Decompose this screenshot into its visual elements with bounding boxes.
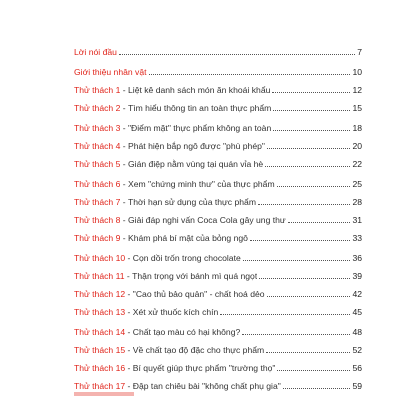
dot-leader [149,73,351,75]
toc-entry-label: Giới thiệu nhân vật [74,67,147,77]
toc-entry-title: Giải đáp nghi vấn Coca Cola gây ung thư [128,215,286,225]
toc-page-number: 10 [352,67,362,77]
toc-entry-title: Đập tan chiêu bài "không chất phụ gia" [132,381,281,391]
toc-separator: - [120,233,128,243]
toc-page-number: 56 [352,363,362,373]
toc-entry-label: Thử thách 11 [74,271,125,281]
toc-entry-label: Thử thách 16 [74,363,126,373]
toc-entry-challenge-12[interactable] [74,286,362,300]
toc-entry-label: Thử thách 5 [74,159,121,169]
toc-entry-label: Thử thách 17 [74,381,126,391]
toc-separator: - [120,103,128,113]
toc-entry-challenge-15[interactable] [74,342,362,356]
toc-separator: - [120,85,128,95]
toc-entry-label: Thử thách 7 [74,197,121,207]
toc-entry-label: Thử thách 12 [74,289,126,299]
toc-entry-challenge-6[interactable] [74,176,362,190]
dot-leader [258,203,350,205]
toc-entry-challenge-8[interactable] [74,212,362,226]
dot-leader [288,221,351,223]
toc-separator: - [120,141,128,151]
toc-entry-title: Xem "chứng minh thư" của thực phẩm [128,179,275,189]
toc-page-number: 31 [352,215,362,225]
toc-entry-challenge-3[interactable] [74,120,362,134]
toc-page-number: 48 [352,327,362,337]
toc-separator: - [125,327,133,337]
toc-entry-title: Phát hiện bắp ngô được "phù phép" [128,141,265,151]
dot-leader [242,333,350,335]
toc-page-number: 28 [352,197,362,207]
toc-entry-challenge-1[interactable] [74,82,362,96]
toc-entry-challenge-10[interactable] [74,250,362,264]
toc-entry-title: Gián điệp nằm vùng tại quán vỉa hè [128,159,264,169]
toc-entry-title: Tìm hiểu thông tin an toàn thực phẩm [128,103,272,113]
toc-entry-challenge-7[interactable] [74,194,362,208]
toc-entry-label: Thử thách 8 [74,215,121,225]
toc-entry-label: Thử thách 13 [74,307,126,317]
dot-leader [265,165,350,167]
toc-page-number: 42 [352,289,362,299]
toc-entry-title: Liệt kê danh sách món ăn khoái khẩu [128,85,271,95]
dot-leader [273,129,350,131]
toc-entry-label: Thử thách 10 [74,253,126,263]
toc-entry-challenge-2[interactable] [74,100,362,114]
dot-leader [267,295,351,297]
toc-entry-challenge-16[interactable] [74,360,362,374]
toc-entry-title: "Cao thủ bảo quản" - chất hoá dẻo [132,289,265,299]
toc-separator: - [125,363,133,373]
dot-leader [220,313,350,315]
toc-entry-title: Khám phá bí mật của bỏng ngô [128,233,248,243]
dot-leader [259,277,350,279]
toc-entry-label: Thử thách 6 [74,179,121,189]
toc-entry-title: Về chất tạo độ đặc cho thực phẩm [132,345,265,355]
toc-page-number: 25 [352,179,362,189]
toc-separator: - [120,123,128,133]
toc-page-number: 52 [352,345,362,355]
toc-entry-title: Bí quyết giúp thực phẩm "trường thọ" [132,363,276,373]
dot-leader [243,259,351,261]
toc-entry-challenge-11[interactable] [74,268,362,282]
toc-entry-label: Thử thách 3 [74,123,121,133]
toc-separator: - [125,381,133,391]
toc-separator: - [120,197,128,207]
toc-entry-challenge-9[interactable] [74,230,362,244]
toc-entry-label: Lời nói đầu [74,47,117,57]
toc-page-number: 36 [352,253,362,263]
toc-separator: - [125,307,133,317]
toc-entry-challenge-14[interactable] [74,324,362,338]
toc-page-number: 7 [357,47,362,57]
toc-page-number: 22 [352,159,362,169]
toc-separator: - [120,215,128,225]
toc-entry-title: Thời hạn sử dụng của thực phẩm [128,197,256,207]
toc-page-number: 39 [352,271,362,281]
toc-page-number: 20 [352,141,362,151]
toc-entry-label: Thử thách 4 [74,141,121,151]
dot-leader [277,185,351,187]
dot-leader [119,53,355,55]
dot-leader [277,369,350,371]
toc-separator: - [125,289,133,299]
toc-entry-title: Cọn dồi trốn trong chocolate [132,253,241,263]
toc-page-number: 45 [352,307,362,317]
toc-page-number: 59 [352,381,362,391]
toc-entry-preface[interactable] [74,44,362,58]
toc-entry-label: Thử thách 14 [74,327,126,337]
dot-leader [267,147,350,149]
toc-entry-title: "Điểm mặt" thực phẩm không an toàn [128,123,272,133]
toc-entry-label: Thử thách 2 [74,103,121,113]
toc-page-number: 18 [352,123,362,133]
toc-entry-characters[interactable] [74,64,362,78]
toc-separator: - [120,159,128,169]
toc-entry-title: Xét xử thuốc kích chín [132,307,219,317]
toc-entry-label: Thử thách 15 [74,345,126,355]
dot-leader [250,239,351,241]
toc-entry-title: Thận trọng với bánh mì quá ngọt [132,271,258,281]
toc-separator: - [120,179,128,189]
toc-entry-label: Thử thách 9 [74,233,121,243]
toc-separator: - [124,271,133,281]
toc-entry-challenge-5[interactable] [74,156,362,170]
toc-separator: - [125,345,133,355]
dot-leader [273,109,350,111]
dot-leader [283,387,351,389]
toc-entry-challenge-4[interactable] [74,138,362,152]
toc-entry-title: Chất tạo màu có hại không? [132,327,241,337]
dot-leader [272,91,350,93]
toc-page-number: 33 [352,233,362,243]
toc-entry-challenge-13[interactable] [74,304,362,318]
toc-entry-label: Thử thách 1 [74,85,121,95]
toc-entry-challenge-17[interactable] [74,378,362,392]
dot-leader [266,351,350,353]
toc-page-number: 15 [352,103,362,113]
toc-page-number: 12 [352,85,362,95]
cut-off-next-entry [74,392,134,396]
toc-separator: - [125,253,133,263]
